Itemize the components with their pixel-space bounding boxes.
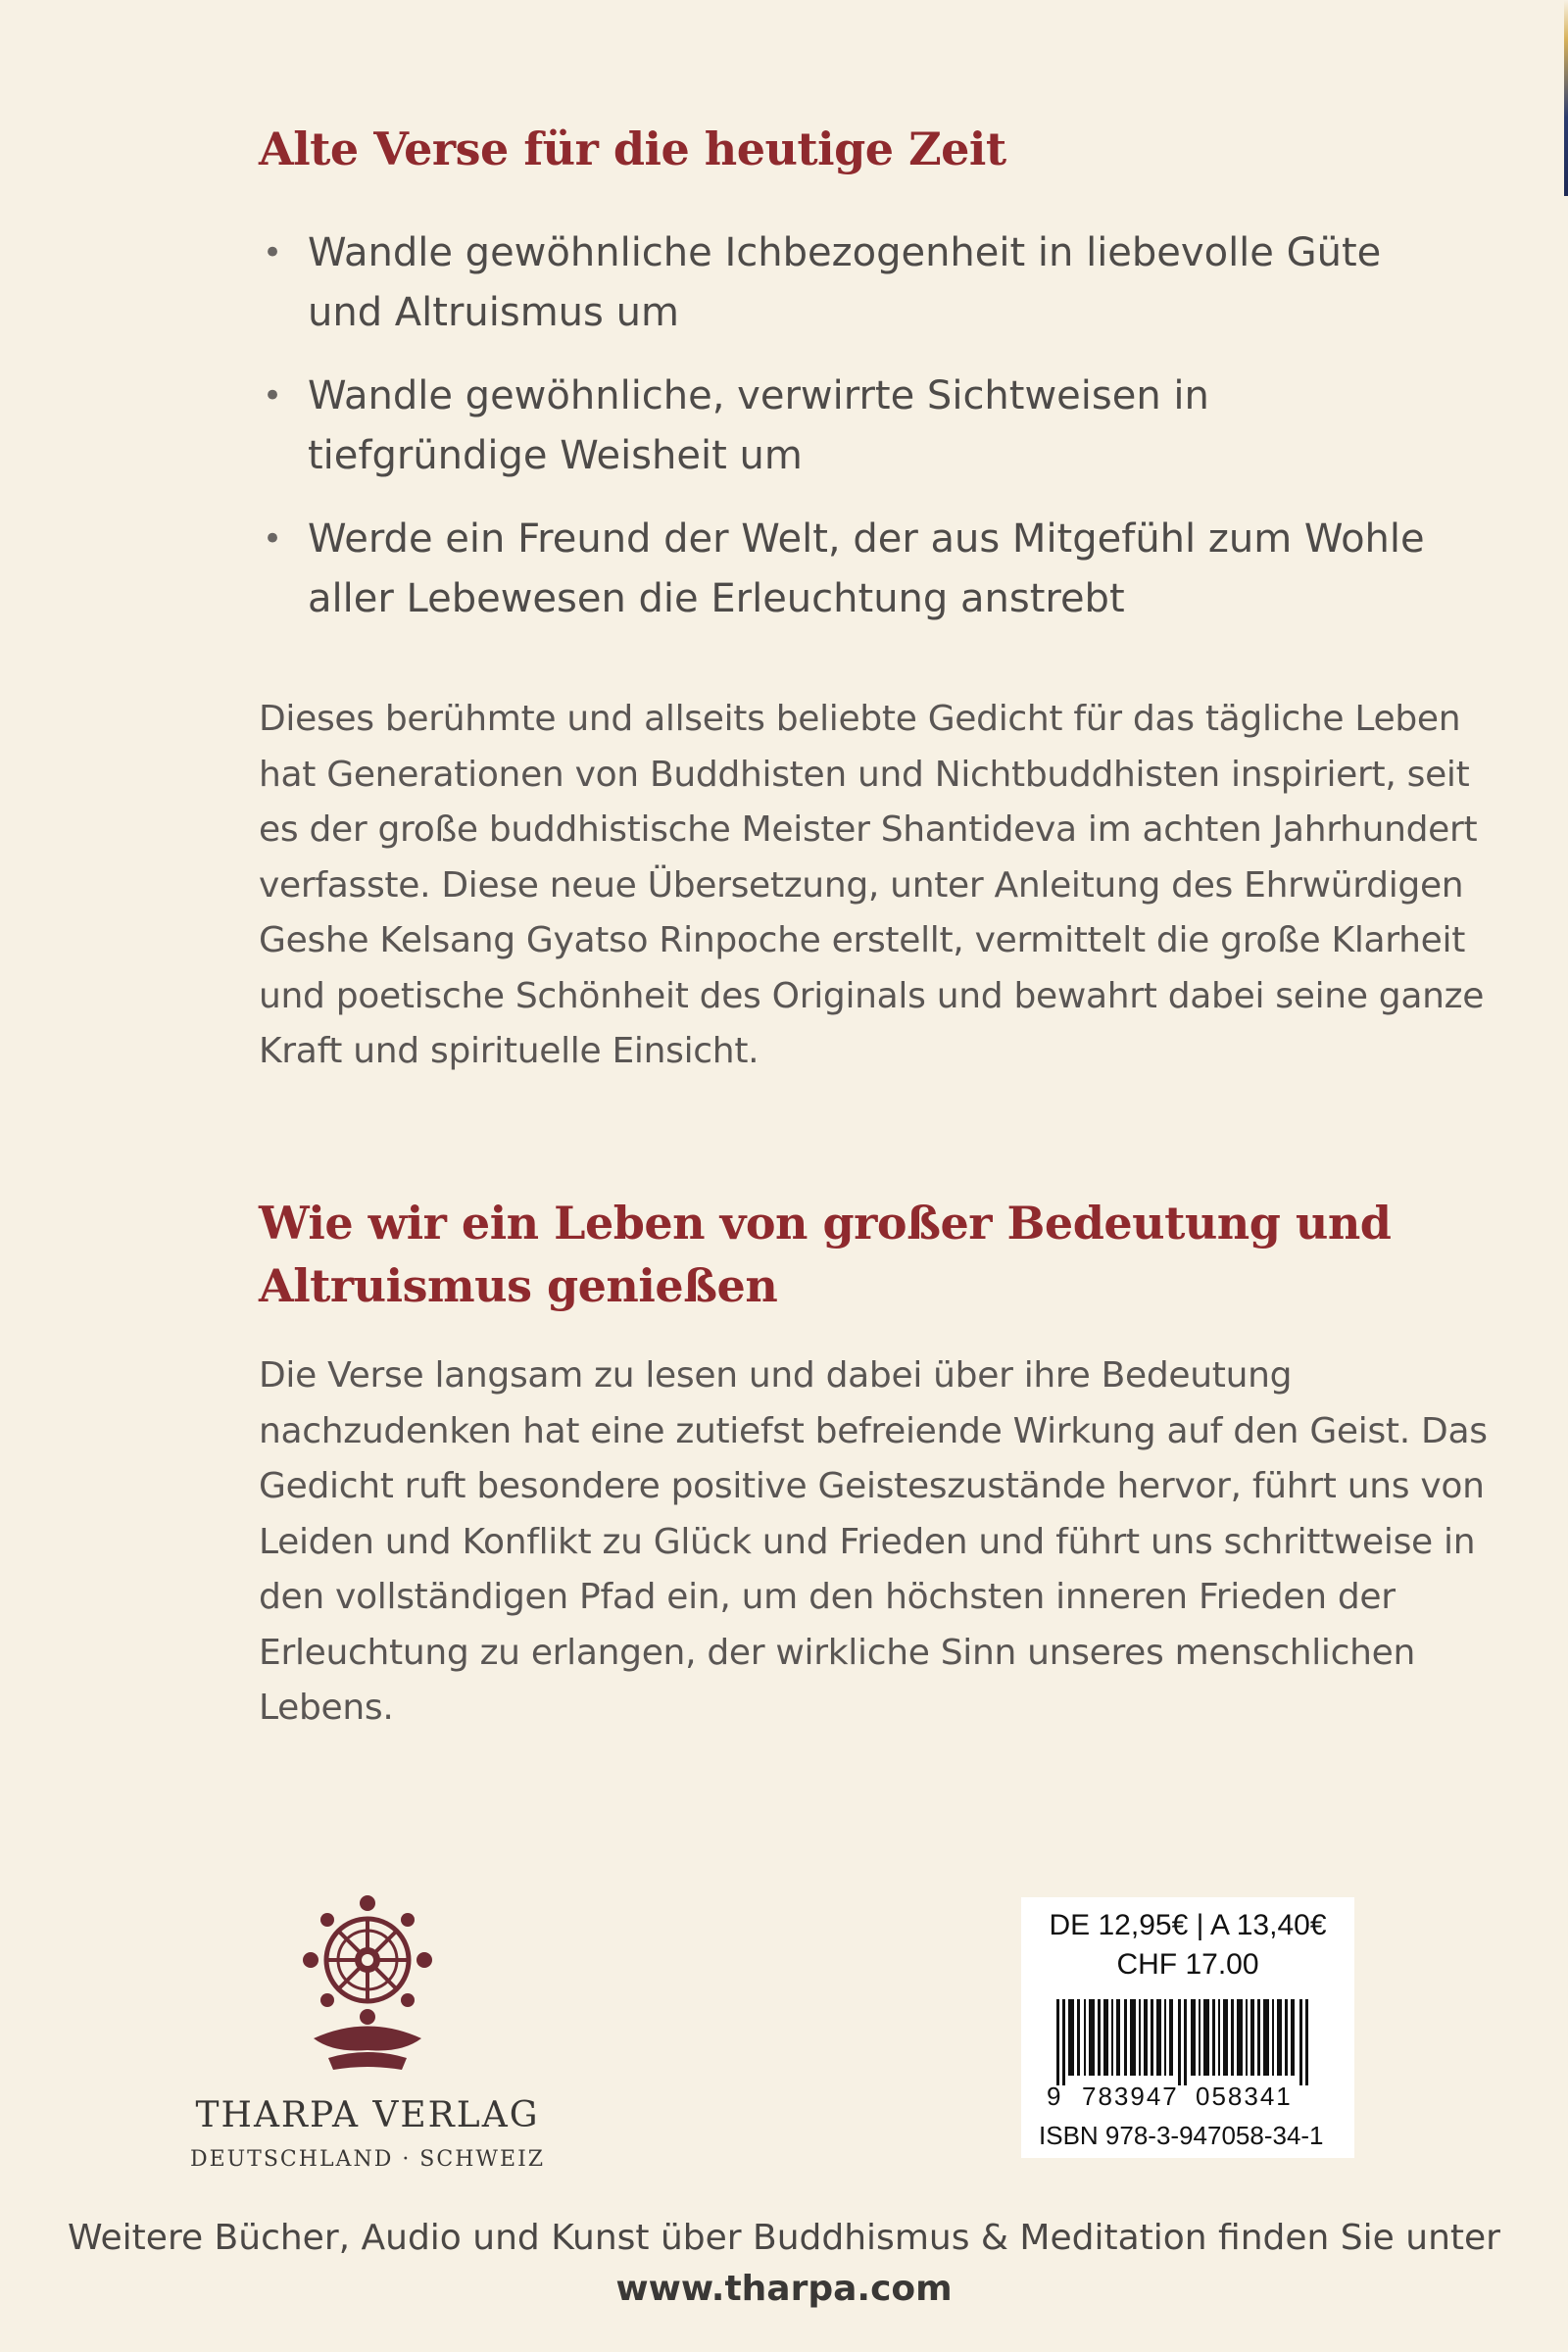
bullet-icon: • bbox=[263, 233, 283, 272]
ean-digits-left: 783947 bbox=[1082, 2082, 1179, 2111]
description-paragraph: Dieses berühmte und allseits beliebte Gedicht für das tägliche Leben hat Generationen von Buddhisten und Nichtbuddhisten inspiriert, seit es der große buddhistische Meister Shantideva im achten Jahrhundert verfasste. Diese neue Übersetzung, unter Anleitung des Ehrwürdigen Geshe Kelsang Gyatso Rinpoche erstellt, vermittelt die große Klarheit und poetische Schönheit des Originals und bewahrt dabei seine ganze Kraft und spirituelle Einsicht. bbox=[259, 699, 1485, 1071]
isbn-number: ISBN 978-3-947058-34-1 bbox=[1039, 2121, 1324, 2150]
bullet-icon: • bbox=[263, 376, 283, 416]
ean-digit: 9 bbox=[1047, 2082, 1061, 2111]
footer-text: Weitere Bücher, Audio und Kunst über Buddhismus & Meditation finden Sie unter bbox=[68, 2218, 1500, 2258]
footer bbox=[0, 2213, 1568, 2315]
ean-digits-right: 058341 bbox=[1196, 2082, 1293, 2111]
price-chf: CHF 17.00 bbox=[1116, 1948, 1259, 1981]
website-link[interactable]: www.tharpa.com bbox=[615, 2269, 953, 2309]
cover-edge-strip bbox=[1564, 0, 1568, 196]
list-item-text: Wandle gewöhnliche Ichbezogenheit in liebevolle Güte und Altruismus um bbox=[308, 230, 1382, 335]
price-eur: DE 12,95€ | A 13,40€ bbox=[1049, 1909, 1327, 1941]
list-item bbox=[259, 223, 1435, 343]
list-item bbox=[259, 510, 1435, 629]
publisher-name: THARPA VERLAG bbox=[195, 2095, 540, 2135]
list-item-text: Werde ein Freund der Welt, der aus Mitgefühl zum Wohle aller Lebewesen die Erleuchtung anstrebt bbox=[308, 516, 1425, 621]
publisher-logo bbox=[186, 1891, 549, 2172]
price-barcode-box bbox=[1021, 1897, 1354, 2158]
dharma-wheel-icon bbox=[294, 1891, 441, 2078]
description-paragraph: Die Verse langsam zu lesen und dabei über ihre Bedeutung nachzudenken hat eine zutiefst befreiende Wirkung auf den Geist. Das Gedicht ruft besondere positive Geisteszustände hervor, führt uns von Leiden und Konflikt zu Glück und Frieden und führt uns schrittweise in den vollständigen Pfad ein, um den höchsten inneren Frieden der Erleuchtung zu erlangen, der wirkliche Sinn unseres menschlichen Lebens. bbox=[259, 1355, 1488, 1728]
list-item-text: Wandle gewöhnliche, verwirrte Sichtweisen in tiefgründige Weisheit um bbox=[308, 373, 1209, 478]
barcode-icon bbox=[1056, 1999, 1321, 2085]
list-item bbox=[259, 367, 1435, 486]
bullet-icon: • bbox=[263, 519, 283, 559]
benefits-list bbox=[259, 223, 1435, 653]
section-heading: Alte Verse für die heutige Zeit bbox=[259, 122, 1006, 175]
section-heading: Wie wir ein Leben von großer Bedeutung und Altruismus genießen bbox=[259, 1197, 1392, 1312]
publisher-countries: DEUTSCHLAND · SCHWEIZ bbox=[189, 2147, 546, 2172]
